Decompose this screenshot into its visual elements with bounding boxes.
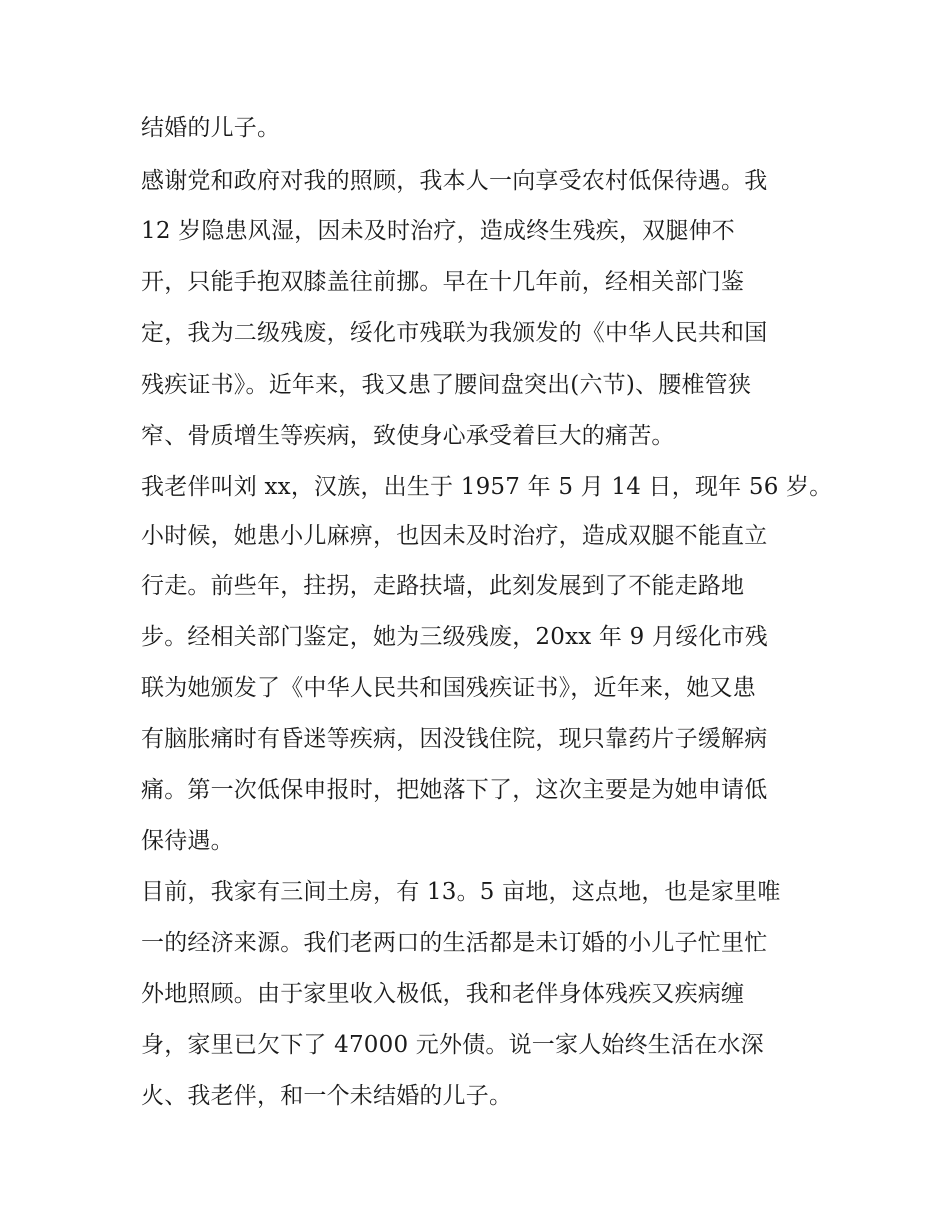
text-line: 感谢党和政府对我的照顾，我本人一向享受农村低保待遇。我: [141, 168, 768, 194]
text-line: 一的经济来源。我们老两口的生活都是未订婚的小儿子忙里忙: [141, 930, 768, 956]
text-line: 小时候，她患小儿麻痹，也因未及时治疗，造成双腿不能直立: [141, 523, 768, 549]
text-line: 残疾证书》。近年来，我又患了腰间盘突出(六节)、腰椎管狭: [141, 372, 752, 398]
text-line: 痛。第一次低保申报时，把她落下了，这次主要是为她申请低: [141, 777, 768, 803]
text-line: 行走。前些年，拄拐，走路扶墙，此刻发展到了不能走路地: [141, 573, 745, 599]
text-line: 火、我老伴，和一个未结婚的儿子。: [141, 1083, 513, 1109]
text-line: 步。经相关部门鉴定，她为三级残废，20xx 年 9 月绥化市残: [141, 624, 768, 650]
text-line: 外地照顾。由于家里收入极低，我和老伴身体残疾又疾病缠: [141, 981, 745, 1007]
text-line: 12 岁隐患风湿，因未及时治疗，造成终生残疾，双腿伸不: [141, 218, 735, 244]
text-line: 结婚的儿子。: [141, 115, 281, 141]
text-line: 保待遇。: [141, 828, 234, 854]
text-line: 我老伴叫刘 xx，汉族，出生于 1957 年 5 月 14 日，现年 56 岁。: [141, 474, 833, 500]
text-line: 开，只能手抱双膝盖往前挪。早在十几年前，经相关部门鉴: [141, 269, 745, 295]
text-line: 定，我为二级残废，绥化市残联为我颁发的《中华人民共和国: [141, 320, 768, 346]
text-line: 联为她颁发了《中华人民共和国残疾证书》，近年来，她又患: [141, 675, 756, 701]
text-line: 目前，我家有三间土房，有 13。5 亩地，这点地，也是家里唯: [141, 879, 781, 905]
text-line: 身，家里已欠下了 47000 元外债。说一家人始终生活在水深: [141, 1032, 764, 1058]
text-line: 有脑胀痛时有昏迷等疾病，因没钱住院，现只靠药片子缓解病: [141, 726, 768, 752]
text-line: 窄、骨质增生等疾病，致使身心承受着巨大的痛苦。: [141, 423, 675, 449]
